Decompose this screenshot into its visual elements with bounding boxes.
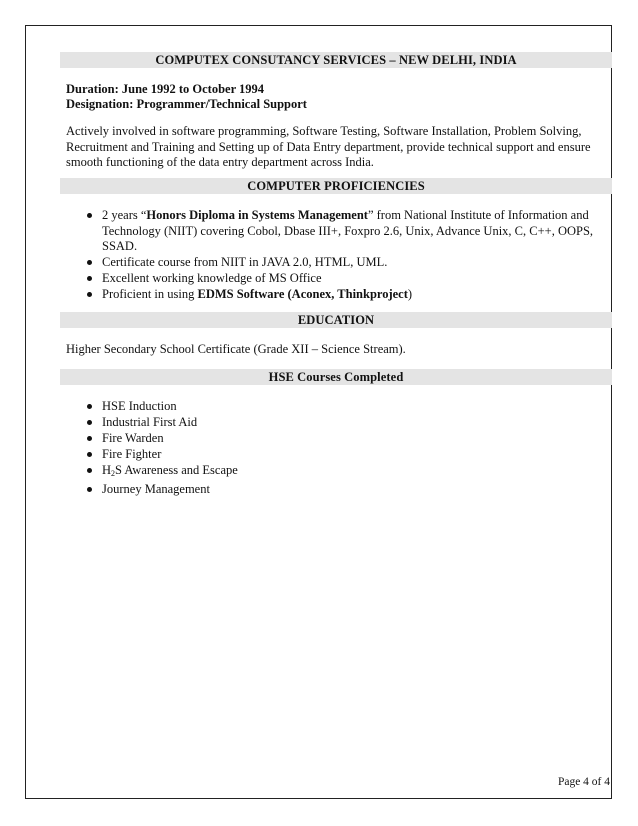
proficiencies-list [84,208,594,303]
section-heading-hse: HSE Courses Completed [60,369,612,385]
list-item: Fire Warden [84,431,594,447]
page-number: Page 4 of 4 [557,776,610,788]
hse-list [84,399,594,498]
list-item: Journey Management [84,482,594,498]
job-duration: Duration: June 1992 to October 1994 [66,82,265,96]
list-item: Industrial First Aid [84,415,594,431]
section-heading-proficiencies: COMPUTER PROFICIENCIES [60,178,612,194]
list-item: $H_2S$ Awareness and Escape [84,463,594,482]
list-item: Excellent working knowledge of MS Office [84,271,594,287]
job-designation: Designation: Programmer/Technical Support [66,97,307,111]
list-item: Proficient in using EDMS Software (Aconex, Thinkproject) [84,287,594,303]
section-heading-computex: COMPUTEX CONSUTANCY SERVICES – NEW DELHI, INDIA [60,52,612,68]
section-heading-education: EDUCATION [60,312,612,328]
list-item: 2 years “Honors Diploma in Systems Management” from National Institute of Information and Technology (NIIT) covering Cobol, Dbase III+, Foxpro 2.6, Unix, Advance Unix, C, C++, OOPS, SSAD. [84,208,594,255]
list-item: Certificate course from NIIT in JAVA 2.0, HTML, UML. [84,255,594,271]
job-description: Actively involved in software programming, Software Testing, Software Installation, Problem Solving, Recruitment and Training and Setting up of Data Entry department, provide technical support and ensure smooth functioning of the data entry department across India. [66,124,591,169]
education-text: Higher Secondary School Certificate (Grade XII – Science Stream). [66,342,406,356]
list-item: HSE Induction [84,399,594,415]
list-item: Fire Fighter [84,447,594,463]
